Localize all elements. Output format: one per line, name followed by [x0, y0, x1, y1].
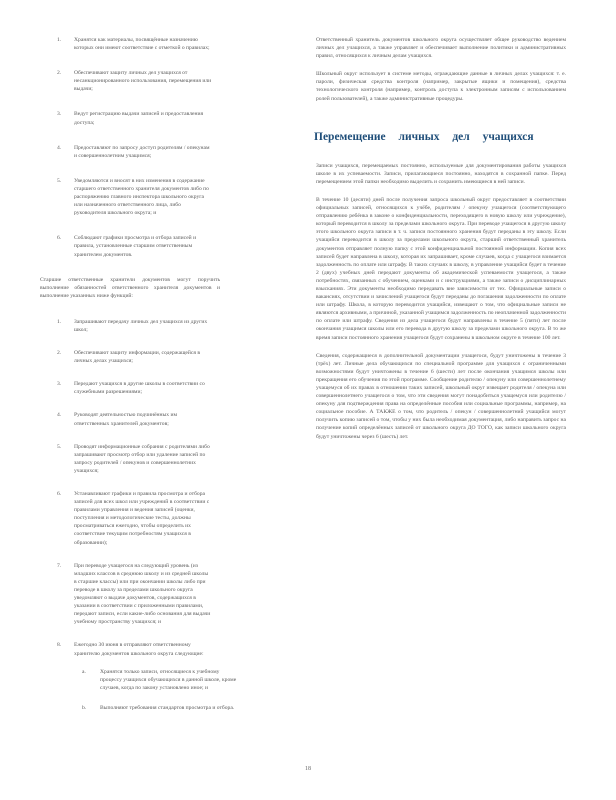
- section-paragraph: Записи учащихся, перемещаемых постоянно, используемые для документирования работы учащихся школе в их успеваемости. Записи, прилагающиеся постоянно, находятся в сохранной папке. Перед перемещением этой папки необходимо выделить и сохранить имеющиеся в ней записи.: [316, 162, 566, 185]
- safeguards-paragraph: Школьный округ использует в системе методы, ограждающие данные в личных делах учащихся: т. е. пароли, физическая средства контроля (например, закрытые ящики и помещения), средства технологического контроля (например, контроль доступа к электронным записям с использованием ролей пользователей), а также административные процедуры.: [316, 71, 566, 102]
- list-item-text: Устанавливают графики и правила просмотра и отбора записей для всех школ или учреждений в соответствии с правилами управления и ведения записей (оценки, поступления и методологические тесты, должны просматриваться ежегодно, чтобы определить их соответствие текущим потребностям учащихся в образовании);: [74, 491, 210, 546]
- list-item: 3. Ведут регистрацию выдачи записей и предоставления доступа;: [40, 110, 296, 126]
- sub-list-item-text: Хранятся только записи, относящиеся к учебному процессу учащихся обучающихся в данной школе, кроме случаев, когда по закону установлено иное; и: [100, 668, 237, 691]
- sub-list-item-text: Выполняют требования стандартов просмотра и отбора.: [100, 704, 235, 711]
- list-item: 2. Обеспечивают защиту личных дел учащихся от несанкционированного использования, перемещения или выдачи;: [57, 70, 212, 93]
- list-item-text: Ведут регистрацию выдачи записей и предоставления доступа;: [74, 111, 204, 126]
- list-item-text: Передают учащихся в другие школы в соответствии со служебными разрешениями;: [74, 381, 205, 396]
- list-item-text: Обеспечивают защиту информации, содержащейся в личных делах учащихся;: [74, 350, 200, 365]
- list-item-text: Уведомляются и вносят в них изменения в содержание старшего ответственного хранителя документов либо по распоряжению главного инспектора школьного округа или назначенного ответственного лица, либо руководителя школьного округа; и: [74, 177, 209, 217]
- annual-report-sublist: [74, 668, 296, 712]
- list-item: 1. Хранятся как материалы, посвящённые назначению которых они имеют соответствие с отметкой о правилах;: [40, 36, 296, 52]
- section-paragraph: В течение 10 (десяти) дней после получения запроса школьный округ предоставляет в соответствии официальных записей, относящихся к учёбе, родителям / опекуну учащегося (соответствующего отправлению ребёнка в законе о конфиденциальности, переходящего в новую школу или учреждение), который переводится в школу за пределами школьного округа. При переводе учащегося в другую школу этого школьного округа записи в т. ч. записи постоянного хранения будут переданы в эту школу. Если учащийся переводится в школу за пределами школьного округа, старший ответственный хранитель документов отправляет полную папку с этой конфиденциальной постоянной информации. Копия всех записей будет направлена в школу, которая их запрашивает, кроме случаев, когда с учащегося взимается задолженность по оплате или штрафу. В таких случаях в школу, в управление учащийся будет в течение 2 (двух) учебных дней передают документы об академической успеваемости учащегося, а также потребностях, связанных с обучением, оценками и с инструкциями, а также записи о дисциплинарных взысканиях. Эти документы необходимо передавать вне зависимости от тех. Официальные записи о вакансиях, отсутствии и зачислений учащегося будут переданы до погашения задолженности по оплате или штрафу. Школа, в которую переводится учащийся, извещают о том, что официальные записи не являются архивными, а причиной, указанной учащимся задолженность по неоплаченной задолженности по оплате или штрафу. Сведения из дела учащегося будут направлены в течение 5 (пяти) лет после окончания учащимся школы или его перевода в другую школу за пределами школьного округа. В то же время записи постоянного хранения учащегося будут сохранены в школьном округе в течение 100 лет.: [316, 196, 566, 341]
- list-item: 5. Уведомляются и вносят в них изменения в содержание старшего ответственного хранителя документов либо по распоряжению главного инспектора школьного округа или назначенного ответственного лица, либо руководителя школьного округа; и: [40, 177, 296, 217]
- custodian-duties-list: [40, 36, 296, 259]
- list-item-text: Ежегодно 30 июня в отправляют ответственному хранителю документов школьного округа следующие:: [74, 642, 204, 657]
- list-item-text: Хранятся как материалы, посвящённые назначению которых они имеют соответствие с отметкой о правилах;: [74, 37, 210, 52]
- list-item: 3. Передают учащихся в другие школы в соответствии со служебными разрешениями;: [40, 380, 296, 396]
- list-item: 7. При переводе учащегося на следующий уровень (из младших классов в среднюю школу и из средней школы в старшие классы) или при окончании школы либо при переводе в школу за пределами школьного округа уведомляют о выдаче документов, содержащихся в указании в соответствии с приложенными правилами, передают записи, если какие-либо основания для выдачи учебному пространству учащихся; и: [57, 562, 211, 626]
- right-column: [314, 36, 566, 451]
- list-item: 4. Предоставляют по запросу доступ родителям / опекунам и совершеннолетним учащимся;: [40, 144, 296, 160]
- district-custodian-paragraph: Ответственный хранитель документов школьного округа осуществляет общее руководство ведением личных дел учащихся, а также управляет и обеспечивает выполнение политики и административных правил, относящихся к личным делам учащихся.: [316, 37, 566, 60]
- page-number: 18: [305, 766, 311, 772]
- section-heading: Перемещение личных дел учащихся: [314, 130, 534, 143]
- list-item: 2. Обеспечивают защиту информации, содержащейся в личных делах учащихся;: [40, 349, 296, 365]
- list-item-text: Соблюдают графики просмотра и отбора записей и правила, установленные старшим ответственным хранителем документов.: [74, 235, 197, 258]
- list-item-text: Обеспечивают защиту личных дел учащихся от несанкционированного использования, перемещения или выдачи;: [74, 70, 212, 93]
- list-item: 4. Руководят деятельностью подчинённых им ответственных хранителей документов;: [40, 411, 296, 427]
- senior-custodian-intro: Старшие ответственные хранители документов могут поручить выполнение обязанностей ответственного хранителя документов и выполнение указанных ниже функций:: [40, 276, 220, 299]
- list-item: 8. Ежегодно 30 июня в отправляют ответственному хранителю документов школьного округа следующие: a. Хранятся только записи, относящиеся к учебному процессу учащихся обучающихся в данной школе, кроме случаев, когда по закону установлено иное; и b. Выполняют требования стандартов просмотра и отбора.: [40, 641, 296, 712]
- sub-list-item: a. Хранятся только записи, относящиеся к учебному процессу учащихся обучающихся в данной школе, кроме случаев, когда по закону установлено иное; и: [82, 668, 237, 691]
- sub-list-item: b. Выполняют требования стандартов просмотра и отбора.: [74, 704, 296, 712]
- list-item-text: Предоставляют по запросу доступ родителям / опекунам и совершеннолетним учащимся;: [74, 144, 210, 159]
- list-item: 1. Запрашивают передачу личных дел учащихся из других школ;: [40, 318, 296, 334]
- list-item: 6. Устанавливают графики и правила просмотра и отбора записей для всех школ или учреждений в соответствии с правилами управления и ведения записей (оценки, поступления и методологические тесты, должны просматриваться ежегодно, чтобы определить их соответствие текущим потребностям учащихся в образовании);: [40, 490, 296, 547]
- section-paragraph: Сведения, содержащиеся в дополнительной документации учащегося, будут уничтожены в течение 3 (трёх) лет. Личные дела обучающихся по специальной программе для учащихся с ограниченными возможностями будут уничтожены в течение 6 (шести) лет после окончания учащимся школы или прекращения его обучения по этой программе. Сообщение родителю / опекуну или совершеннолетнему учащемуся об их правах в отношении таких записей, школьный округ извещает родителя / опекуна или совершеннолетнего учащегося о том, что эти сведения могут понадобиться учащемуся или родителю / опекуну для подтверждения права на определённые пособия или социальные программы, например, на социальное пособие. А ТАКЖЕ о том, что родитель / опекун / совершеннолетний учащийся могут получить копию записей о том, чтобы у них была необходимая документация, либо направить запрос на получение копий определённых записей от школьного округа ДО ТОГО, как записи школьного округа будут уничтожены через 6 (шесть) лет.: [316, 352, 566, 440]
- list-item-text: Запрашивают передачу личных дел учащихся из других школ;: [74, 318, 208, 333]
- list-item: 5. Проводят информационные собрания с родителями либо запрашивают просмотр отбор или удаление записей по запросу родителей / опекунов и совершеннолетних учащихся;: [40, 443, 296, 475]
- list-item: 6. Соблюдают графики просмотра и отбора записей и правила, установленные старшим ответственным хранителем документов.: [40, 234, 296, 258]
- list-item-text: При переводе учащегося на следующий уровень (из младших классов в среднюю школу и из средней школы в старшие классы) или при окончании школы либо при переводе в школу за пределами школьного округа уведомляют о выдаче документов, содержащихся в указании в соответствии с приложенными правилами, передают записи, если какие-либо основания для выдачи учебному пространству учащихся; и: [74, 562, 211, 626]
- senior-custodian-functions-list: [40, 318, 296, 712]
- list-item-text: Руководят деятельностью подчинённых им ответственных хранителей документов;: [74, 412, 178, 427]
- left-column: [40, 36, 296, 727]
- list-item-text: Проводят информационные собрания с родителями либо запрашивают просмотр отбор или удаление записей по запросу родителей / опекунов и совершеннолетних учащихся;: [74, 443, 210, 474]
